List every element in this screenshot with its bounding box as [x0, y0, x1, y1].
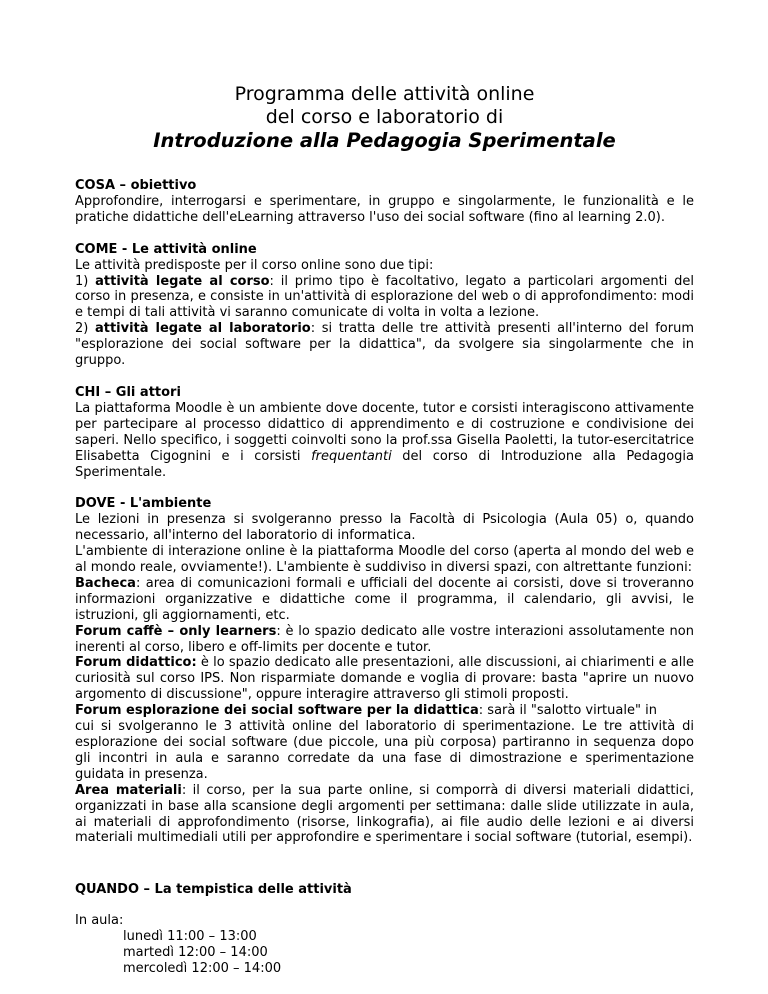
come-item-1-text: : il primo tipo è facoltativo, legato a particolari argomenti del corso in presenza, e consiste in un'attività di esplorazione del web o di approfondimento: modi e tempi di tali attività vi saranno comunicate di volta in volta a lezione.	[75, 273, 694, 321]
come-item-1	[75, 274, 694, 322]
section-heading-chi: CHI – Gli attori	[75, 384, 181, 400]
section-heading-cosa: COSA – obiettivo	[75, 178, 197, 193]
come-item-1-label: attività legate al corso	[95, 273, 270, 289]
dove-forum-didattico	[75, 655, 694, 703]
title-line-1: Programma delle attività online	[234, 83, 535, 105]
dove-bacheca-text: : area di comunicazioni formali e ufficiali del docente ai corsisti, dove si troveranno informazioni organizzative e didattiche come il programma, il calendario, gli avvisi, le istruzioni, gli aggiornamenti, etc.	[75, 575, 694, 623]
come-item-2	[75, 321, 694, 369]
dove-bacheca	[75, 576, 694, 624]
dove-forum-caffe-text: : è lo spazio dedicato alle vostre interazioni assolutamente non inerenti al corso, libero e off-limits per docente e tutor.	[75, 623, 694, 655]
dove-area-materiali-text: : il corso, per la sua parte online, si comporrà di diversi materiali didattici, organizzati in base alla scansione degli argomenti per settimana: dalle slide utilizzate in aula, ai materiali di approfondimento (risorse, linkografia), ai file audio delle lezioni e ai diversi materiali multimediali utili per approfondire e sperimentare i social software (tutorial, esempi).	[75, 782, 694, 846]
chi-text-after: del corso di Introduzione alla Pedagogia Sperimentale.	[75, 448, 694, 480]
section-dove	[75, 496, 694, 846]
dove-forum-caffe	[75, 624, 694, 656]
schedule-row-tuesday: martedì 12:00 – 14:00	[123, 945, 268, 961]
dove-forum-esplorazione	[75, 703, 694, 719]
dove-forum-didattico-label: Forum didattico:	[75, 655, 197, 671]
section-chi	[75, 385, 694, 480]
document-page	[75, 0, 694, 993]
schedule-row-monday: lunedì 11:00 – 13:00	[123, 929, 257, 945]
schedule-row-wednesday: mercoledì 12:00 – 14:00	[123, 960, 282, 976]
dove-area-materiali-label: Area materiali	[75, 782, 182, 798]
dove-forum-esplorazione-label: Forum esplorazione dei social software per la didattica	[75, 703, 479, 719]
come-item-2-label: attività legate al laboratorio	[94, 321, 311, 337]
dove-paragraph-1: Le lezioni in presenza si svolgeranno presso la Facoltà di Psicologia (Aula 05) o, quando necessario, all'interno del laboratorio di informatica.	[75, 512, 694, 544]
dove-forum-esplorazione-continued: cui si svolgeranno le 3 attività online del laboratorio di sperimentazione. Le tre attività di esplorazione dei social software (due piccole, una più corposa) partiranno in sequenza dopo gli incontri in aula e saranno corredate da una fase di dimostrazione e sperimentazione guidata in presenza.	[75, 719, 694, 782]
section-cosa	[75, 178, 694, 226]
section-quando	[75, 882, 694, 977]
schedule-block	[75, 913, 694, 977]
chi-text-before: La piattaforma Moodle è un ambiente dove docente, tutor e corsisti interagiscono attivamente per partecipare al processo didattico di apprendimento e di costruzione e condivisione dei saperi. Nello specifico, i soggetti coinvolti sono la prof.ssa Gisella Paoletti, la tutor-esercitatrice Elisabetta Cigognini e i corsisti	[75, 400, 694, 464]
document-body	[75, 178, 694, 977]
dove-bacheca-label: Bacheca	[75, 575, 136, 591]
come-intro: Le attività predisposte per il corso online sono due tipi:	[75, 257, 434, 273]
section-heading-come: COME - Le attività online	[75, 241, 257, 257]
cosa-paragraph: Approfondire, interrogarsi e sperimentare, in gruppo e singolarmente, le funzionalità e le pratiche didattiche dell'eLearning attraverso l'uso dei social software (fino al learning 2.0).	[75, 193, 694, 225]
come-item-2-text: : si tratta delle tre attività presenti all'interno del forum "esplorazione dei social software per la didattica", da svolgere sia singolarmente che in gruppo.	[75, 321, 694, 369]
chi-text-italic: frequentanti	[311, 448, 392, 464]
dove-area-materiali	[75, 783, 694, 847]
section-come	[75, 242, 694, 369]
dove-forum-esplorazione-text-1: : sarà il "salotto virtuale" in	[478, 703, 657, 719]
come-item-2-number: 2)	[75, 321, 95, 337]
section-heading-quando: QUANDO – La tempistica delle attività	[75, 882, 352, 898]
schedule-label: In aula:	[75, 913, 124, 929]
title-course-name: Introduzione alla Pedagogia Sperimentale	[153, 129, 616, 152]
section-heading-dove: DOVE - L'ambiente	[75, 496, 212, 512]
document-title	[75, 83, 694, 152]
dove-forum-caffe-label: Forum caffè – only learners	[75, 623, 277, 639]
title-line-2: del corso e laboratorio di	[265, 106, 504, 128]
dove-forum-didattico-text: è lo spazio dedicato alle presentazioni, alle discussioni, ai chiarimenti e alle curiosità sul corso IPS. Non risparmiate domande e voglia di provare: basta "aprire un nuovo argomento di discussione", oppure interagire attraverso gli stimoli proposti.	[75, 655, 694, 703]
come-item-1-number: 1)	[75, 273, 96, 289]
chi-paragraph	[75, 401, 694, 481]
dove-paragraph-2: L'ambiente di interazione online è la piattaforma Moodle del corso (aperta al mondo del web e al mondo reale, ovviamente!). L'ambiente è suddiviso in diversi spazi, con altrettante funzioni:	[75, 544, 694, 576]
